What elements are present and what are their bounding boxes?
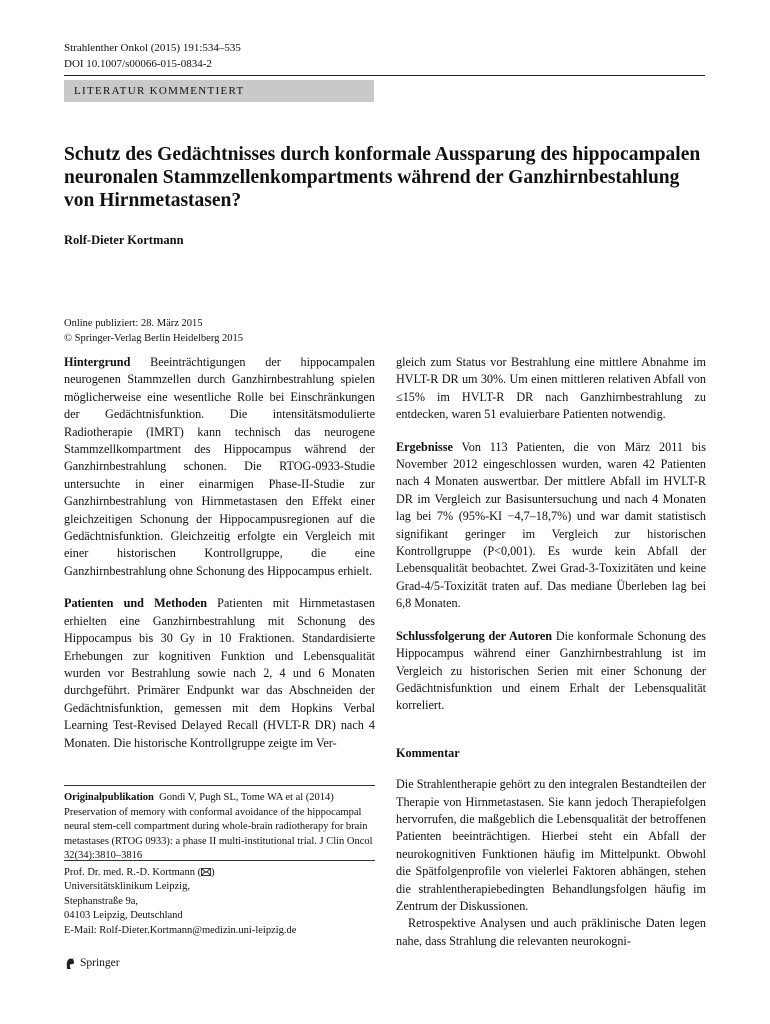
header-rule [64,75,705,76]
address-name-line [64,866,375,880]
methods-heading: Patienten und Methoden [64,596,207,611]
background-text: Beeinträchtigungen der hippocampalen neurogenen Stammzellen durch Ganzhirnbestrahlung spielen möglicherweise eine wesentliche Rolle bei Einschränkungen der Gedächtnisfunktion. Die intensitätsmodulierte Radiotherapie (IMRT) kann technisch das neurogene Stammzellkompartment des Hippocampus während der Ganzhirnbestrahlung schonen. Die RTOG-0933-Studie untersuchte in einer einarmigen Phase-II-Studie zur Ganzhirnbestrahlung von Hirnmetastasen den Effekt einer gleichzeitigen Schonung der Hippocampusregionen auf die Gedächtnisfunktion. Gleichzeitig erfolgte ein Vergleich mit einer historischen Kontrollgruppe, die eine Ganzhirnbestrahlung ohne Schonung des Hippocampus erhielt. [64,355,376,578]
comment-paragraph-1: Die Strahlentherapie gehört zu den integralen Bestandteilen der Therapie von Hirnmetastasen. Sie kann jedoch Therapiefolgen hervorrufen, die maßgeblich die Lebensqualität der betroffenen Patienten beeinträchtigen. Hierbei steht ein Abfall der neurokognitiven Funktionen häufig im Mittelpunkt. Obwohl die Spätfolgenprofile von vielerlei Faktoren abhängen, stehen die strahlentherapiebedingten Behandlungsfolgen häufig im Zentrum der Diskussionen. [396,777,706,913]
address-name: Prof. Dr. med. R.-D. Kortmann [64,867,195,878]
mail-icon: ( ) [197,867,215,878]
methods-paragraph [64,595,375,752]
article-title: Schutz des Gedächtnisses durch konformale Aussparung des hippocampalen neuronalen Stammzellenkompartments während der Ganzhirnbestahlung von Hirnmetastasen? [64,144,701,211]
background-heading: Hintergrund [64,355,131,369]
results-text: Von 113 Patienten, die von März 2011 bis November 2012 eingeschlossen wurden, waren 42 Patienten nach 4 Monaten auswertbar. Der mittlere Abfall im HVLT-R DR im Vergleich zur Basisuntersuchung und nach 4 Monaten lag bei 7% (95%-KI −4,7–18,7%) und war damit statistisch signifikant geringer im Vergleich zur historischen Kontrollgruppe (P<0,001). Es wurde kein Abfall der Lebensqualität beobachtet. Zwei Grad-3-Toxizitäten und keine Grad-4/5-Toxizität traten auf. Das mediane Überleben lag bei 6,8 Monaten. [396,439,706,611]
address-line-3: 04103 Leipzig, Deutschland [64,910,183,922]
conclusion-paragraph [396,628,706,715]
correspondence-address [64,866,375,938]
methods-text: Patienten mit Hirnmetastasen erhielten eine Ganzhirnbestrahlung mit Schonung des Hippocampus bis 30 Gy in 10 Fraktionen. Standardisierte Erhebungen zur kognitiven Funktion und Lebensqualität wurden vor Bestrahlung sowie nach 2, 4 und 6 Monaten durchgeführt. Primärer Endpunkt war das Abschneiden der Gedächtnisfunktion, gemessen mit dem Hopkins Verbal Learning Test-Revised Delayed Recall (HVLT-R DR) nach 4 Monaten. Die historische Kontrollgruppe zeigte im Ver- [64,596,375,750]
journal-citation: Strahlenther Onkol (2015) 191:534–535 [64,42,241,54]
comment-paragraph-2: Retrospektive Analysen und auch präklinische Daten legen nahe, dass Strahlung die relevanten neurokogni- [396,916,706,948]
springer-horse-icon [64,957,76,969]
address-line-2: Stephanstraße 9a, [64,895,139,907]
comment-heading: Kommentar [396,745,460,760]
page-footer [64,957,120,969]
address-email[interactable]: E-Mail: Rolf-Dieter.Kortmann@medizin.uni-leipzig.de [64,924,297,936]
journal-header [64,40,241,72]
publication-meta [64,316,243,346]
results-paragraph [396,439,706,613]
article-author: Rolf-Dieter Kortmann [64,233,184,247]
right-column [396,354,706,950]
copyright: © Springer-Verlag Berlin Heidelberg 2015 [64,333,244,344]
conclusion-text: Die konformale Schonung des Hippocampus während einer Ganzhirnbestrahlung ist im Vergleich zu historischen Serien mit einer Schonung der Gedächtnisfunktion und einem Erhalt der Lebensqualität korreliert. [396,628,706,713]
address-line-1: Universitätsklinikum Leipzig, [64,881,190,893]
online-date: Online publiziert: 28. März 2015 [64,318,203,329]
original-pub-label: Originalpublikation [64,792,154,803]
original-pub-rule [64,785,375,786]
publisher-name: Springer [80,957,120,969]
conclusion-heading: Schlussfolgerung der Autoren [396,628,553,643]
results-heading: Ergebnisse [396,439,453,454]
section-label: LITERATUR KOMMENTIERT [64,80,374,102]
methods-continued: gleich zum Status vor Bestrahlung eine mittlere Abnahme im HVLT-R DR um 30%. Um einen mittleren relativen Abfall von ≤15% im HVLT-R DR nach Ganzhirnbestrahlung zu entdecken, waren 51 evaluierbare Patienten notwendig. [396,355,706,422]
left-column [64,354,375,752]
original-publication [64,791,375,864]
background-paragraph [64,354,375,580]
original-pub-citation: Gondi V, Pugh SL, Tome WA et al (2014) Preservation of memory with conformal avoidance of the hippocampal neural stem-cell compartment during whole-brain radiotherapy for brain metastases (RTOG 0933): a phase II multi-institutional trial. J Clin Oncol 32(34):3810–3816 [64,792,373,862]
address-rule [64,860,375,861]
doi-line: DOI 10.1007/s00066-015-0834-2 [64,58,212,70]
